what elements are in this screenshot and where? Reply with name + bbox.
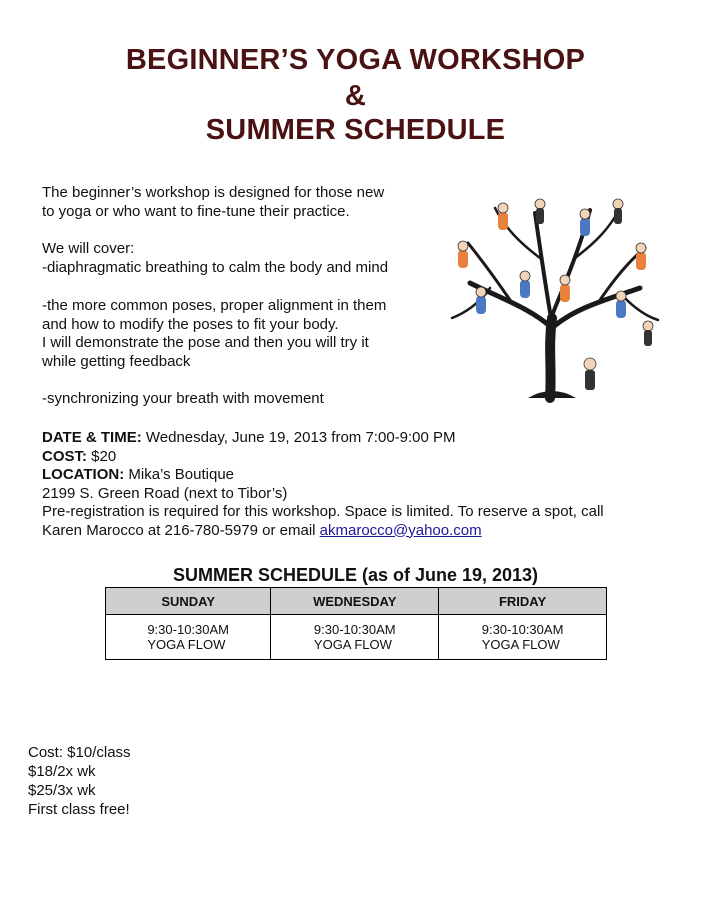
location-label: LOCATION: — [42, 466, 125, 483]
class-name: YOGA FLOW — [481, 637, 560, 652]
class-name: YOGA FLOW — [147, 637, 226, 652]
time: 9:30-10:30AM — [147, 622, 229, 637]
email-link[interactable]: akmarocco@yahoo.com — [319, 521, 482, 539]
cell-sunday — [106, 615, 271, 660]
intro-line: to yoga or who want to fine-tune their practice. — [42, 202, 350, 220]
cost-row — [42, 448, 604, 467]
price-per-class: Cost: $10/class — [28, 744, 131, 761]
cell-friday — [439, 615, 607, 660]
schedule-table — [105, 587, 607, 660]
schedule-title: SUMMER SCHEDULE (as of June 19, 2013) — [172, 565, 539, 585]
poses-line: I will demonstrate the pose and then you will try it — [42, 334, 369, 351]
intro-paragraph — [42, 184, 384, 221]
poses-paragraph — [42, 297, 386, 371]
header-friday: FRIDAY — [439, 588, 607, 615]
title-ampersand: & — [344, 80, 367, 112]
first-class-free: First class free! — [28, 801, 130, 818]
cover-heading: We will cover: — [42, 240, 135, 257]
schedule-header-row — [106, 588, 607, 615]
cost-label: COST: — [42, 447, 87, 465]
yoga-tree-illustration — [440, 188, 670, 418]
poses-line: and how to modify the poses to fit your body. — [42, 315, 339, 333]
price-3x-week: $25/3x wk — [28, 782, 96, 799]
time: 9:30-10:30AM — [481, 622, 564, 637]
price-2x-week: $18/2x wk — [28, 763, 96, 780]
title-line-3: SUMMER SCHEDULE — [205, 114, 506, 146]
title-line-1: BEGINNER’S YOGA WORKSHOP — [125, 44, 586, 76]
schedule-row — [106, 615, 607, 660]
header-sunday: SUNDAY — [106, 588, 271, 615]
location-value: Mika’s Boutique — [124, 466, 235, 483]
workshop-details — [42, 429, 604, 540]
intro-line: The beginner’s workshop is designed for those new — [42, 184, 385, 201]
address: 2199 S. Green Road (next to Tibor’s) — [42, 484, 288, 502]
date-value: Wednesday, June 19, 2013 from 7:00-9:00 PM — [141, 429, 456, 446]
pricing-list — [28, 743, 131, 819]
poses-line: while getting feedback — [42, 352, 191, 370]
class-name: YOGA FLOW — [313, 637, 392, 652]
date-row — [42, 429, 604, 448]
contact-row — [42, 522, 604, 541]
date-label: DATE & TIME: — [42, 429, 142, 446]
breath-paragraph — [42, 390, 324, 409]
poses-line: -the more common poses, proper alignment in them — [42, 297, 387, 314]
contact-text: Karen Marocco at 216-780-5979 or email — [42, 521, 320, 539]
prereg-line: Pre-registration is required for this workshop. Space is limited. To reserve a spot, call — [42, 503, 604, 520]
time: 9:30-10:30AM — [313, 622, 396, 637]
location-row — [42, 466, 604, 485]
cover-paragraph — [42, 240, 388, 277]
cost-value: $20 — [87, 447, 117, 465]
cover-item-breathing: -diaphragmatic breathing to calm the body and mind — [42, 258, 389, 276]
cell-wednesday — [271, 615, 439, 660]
cover-item-breath-movement: -synchronizing your breath with movement — [42, 390, 324, 407]
header-wednesday: WEDNESDAY — [271, 588, 439, 615]
